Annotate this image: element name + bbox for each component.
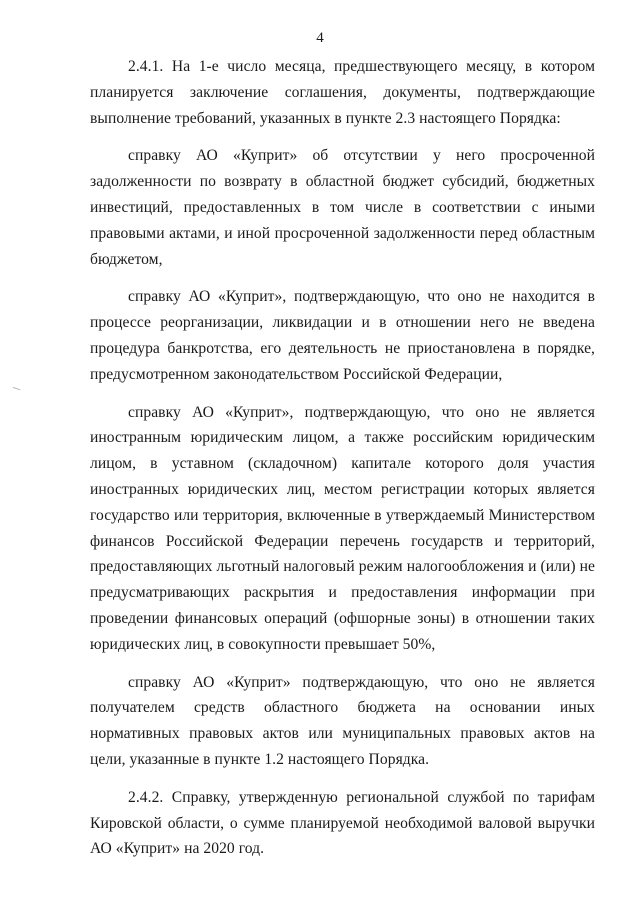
paragraph-certificate-foreign-entity: справку АО «Куприт», подтверждающую, что оно не является иностранным юридическим лицом, а также российским юридическим лицом, в уставном (складочном) капитале которого доля участия иностранных юридических лиц, местом регистрации которых является государство или территория, включенные в утверждаемый Министерством финансов Российской Федерации перечень государств и территорий, предоставляющих льготный налоговый режим налогообложения и (или) не предусматривающих раскрытия и предоставления информации при проведении финансовых операций (офшорные зоны) в отношении таких юридических лиц, в совокупности превышает 50%,	[90, 403, 595, 653]
paragraph-certificate-debt: справку АО «Куприт» об отсутствии у него просроченной задолженности по возврату в областной бюджет субсидий, бюджетных инвестиций, предоставленных в том числе в соответствии с иными правовыми актами, и иной просроченной задолженности перед областным бюджетом,	[90, 147, 595, 268]
paragraph-certificate-reorganization: справку АО «Куприт», подтверждающую, что оно не находится в процессе реорганизации, ликвидации и в отношении него не введена процедура банкротства, его деятельность не приостановлена в порядке, предусмотренном законодательством Российской Федерации,	[90, 288, 595, 383]
paragraph-2-4-2: 2.4.2. Справку, утвержденную региональной службой по тарифам Кировской области, о сумме планируемой необходимой валовой выручки АО «Куприт» на 2020 год.	[90, 788, 595, 858]
paragraph-2-4-1: 2.4.1. На 1-е число месяца, предшествующего месяцу, в котором планируется заключение соглашения, документы, подтверждающие выполнение требований, указанных в пункте 2.3 настоящего Порядка:	[90, 58, 595, 127]
scan-mark	[11, 387, 20, 394]
document-body	[90, 54, 595, 874]
page-number: 4	[316, 30, 324, 46]
paragraph-certificate-budget-recipient: справку АО «Куприт» подтверждающую, что оно не является получателем средств областного бюджета на основании иных нормативных правовых актов или муниципальных правовых актов на цели, указанные в пункте 1.2 настоящего Порядка.	[90, 673, 595, 768]
